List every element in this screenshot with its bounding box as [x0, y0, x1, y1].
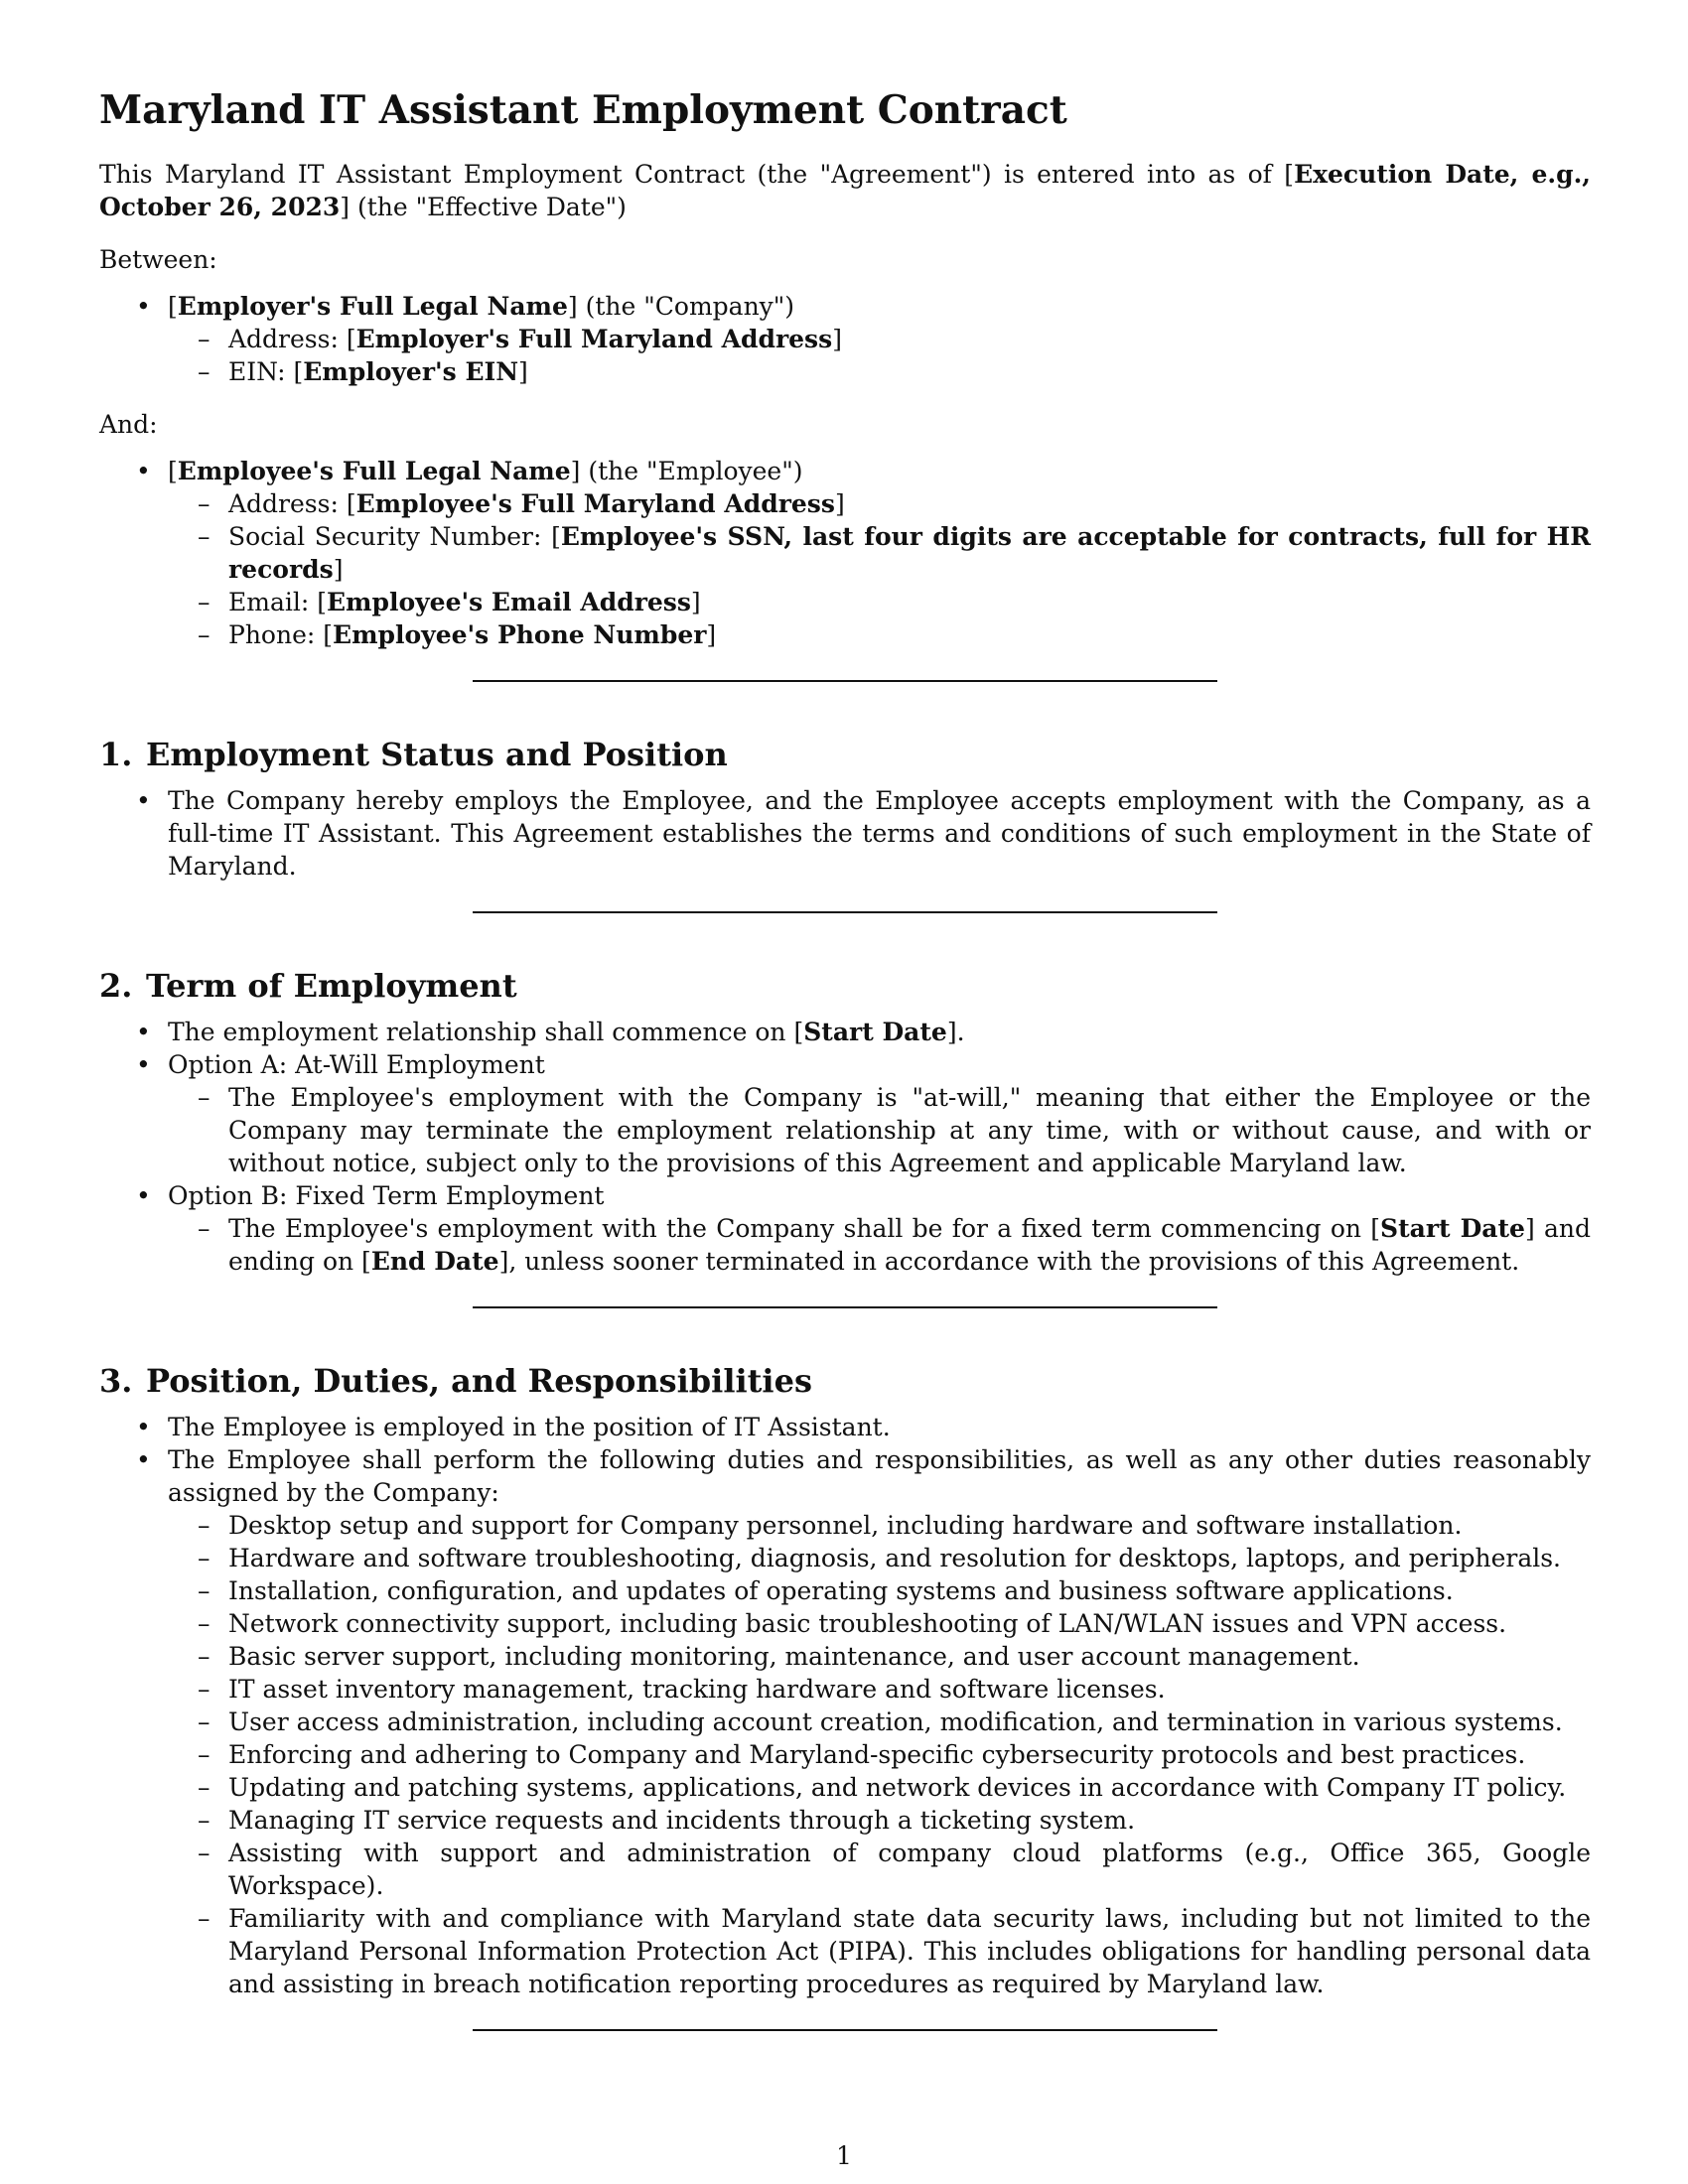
employee-phone: – Phone: [Employee's Phone Number]: [168, 618, 1591, 651]
employer-ein: – EIN: [Employer's EIN]: [168, 355, 1591, 388]
duties-item: [99, 1443, 1591, 2000]
intro-paragraph: This Maryland IT Assistant Employment Contract (the "Agreement") is entered into as of [Execution Date, e.g., October 26, 2023] (the "Effective Date"): [99, 160, 1591, 221]
employee-email-placeholder: Employee's Email Address: [327, 588, 691, 616]
option-b-text: – The Employee's employment with the Company shall be for a fixed term commencing on [Start Date] and ending on [End Date], unless sooner terminated in accordance with the provisions of this Agreement.: [168, 1212, 1591, 1278]
employee-name-suffix: (the "Employee"): [580, 457, 803, 485]
employee-list: [99, 455, 1591, 651]
duty-item: – IT asset inventory management, tracking hardware and software licenses.: [168, 1673, 1591, 1706]
duties-intro: The Employee shall perform the following duties and responsibilities, as well as any other duties reasonably assigned by the Company:: [168, 1445, 1591, 1507]
document-title: Maryland IT Assistant Employment Contract: [99, 87, 1067, 133]
option-b-details: [99, 1212, 1591, 1278]
employer-ein-label: EIN:: [228, 357, 294, 386]
duty-item: – Updating and patching systems, applications, and network devices in accordance with Company IT policy.: [168, 1771, 1591, 1804]
duty-item: – Enforcing and adhering to Company and Maryland-specific cybersecurity protocols and best practices.: [168, 1738, 1591, 1771]
employer-ein-placeholder: Employer's EIN: [303, 357, 519, 386]
employee-details: [99, 487, 1591, 651]
duty-item: – Hardware and software troubleshooting, diagnosis, and resolution for desktops, laptops, and peripherals.: [168, 1542, 1591, 1574]
employee-phone-label: Phone:: [228, 620, 324, 649]
option-b-text-end: , unless sooner terminated in accordance with the provisions of this Agreement.: [508, 1247, 1520, 1276]
employee-email: – Email: [Employee's Email Address]: [168, 586, 1591, 618]
employee-email-label: Email:: [228, 588, 318, 616]
option-a-text: – The Employee's employment with the Company is "at-will," meaning that either the Employee or the Company may terminate the employment relationship at any time, with or without cause, and with or without notice, subject only to the provisions of this Agreement and applicable Maryland law.: [168, 1081, 1591, 1179]
option-a-details: [99, 1081, 1591, 1179]
employee-item: • [Employee's Full Legal Name] (the "Employee") – Address: [Employee's Full Maryland Address] – Social Security Number: [Employee's SSN, last four digits are acceptable for contracts, full for HR records] – Email: [Employee's Email Address] – Phone: [Employee's Phone Number]: [99, 455, 1591, 651]
section-1-number: 1.: [99, 736, 133, 773]
between-label: Between:: [99, 245, 217, 274]
duty-item: – Desktop setup and support for Company personnel, including hardware and software installation.: [168, 1509, 1591, 1542]
section-divider: [473, 2029, 1217, 2031]
commencement-tail: .: [956, 1018, 965, 1046]
employer-name-placeholder: Employer's Full Legal Name: [177, 292, 568, 321]
employee-address-placeholder: Employee's Full Maryland Address: [355, 489, 835, 518]
employer-address-label: Address:: [228, 325, 347, 353]
employee-ssn: – Social Security Number: [Employee's SSN, last four digits are acceptable for contracts, full for HR records]: [168, 520, 1591, 586]
section-2-heading: [99, 964, 1591, 1008]
duties-list: [99, 1509, 1591, 2000]
employee-address-label: Address:: [228, 489, 347, 518]
document-body: [99, 83, 1591, 2031]
duty-item: – User access administration, including account creation, modification, and termination in various systems.: [168, 1706, 1591, 1738]
employer-details: [99, 323, 1591, 388]
option-b-start-placeholder: Start Date: [1380, 1214, 1525, 1243]
end-date-placeholder: End Date: [370, 1247, 499, 1276]
duty-item: – Assisting with support and administration of company cloud platforms (e.g., Office 365, Google Workspace).: [168, 1837, 1591, 1902]
section-3-number: 3.: [99, 1362, 133, 1400]
duty-item: – Managing IT service requests and incidents through a ticketing system.: [168, 1804, 1591, 1837]
commencement-item: • The employment relationship shall commence on [Start Date].: [99, 1016, 1591, 1048]
employer-address-placeholder: Employer's Full Maryland Address: [355, 325, 833, 353]
commencement-text: The employment relationship shall commence on: [168, 1018, 794, 1046]
page-number: 1: [836, 2141, 852, 2170]
option-b-text-start: The Employee's employment with the Company shall be for a fixed term commencing on: [228, 1214, 1371, 1243]
intro-text: This Maryland IT Assistant Employment Contract (the "Agreement") is entered into as of: [99, 160, 1285, 189]
employee-phone-placeholder: Employee's Phone Number: [333, 620, 707, 649]
duty-item: – Network connectivity support, including basic troubleshooting of LAN/WLAN issues and VPN access.: [168, 1607, 1591, 1640]
employee-name-placeholder: Employee's Full Legal Name: [177, 457, 571, 485]
and-label: And:: [99, 410, 158, 439]
duty-item: – Familiarity with and compliance with Maryland state data security laws, including but not limited to the Maryland Personal Information Protection Act (PIPA). This includes obligations for handling personal data and assisting in breach notification reporting procedures as required by Maryland law.: [168, 1902, 1591, 2000]
duty-item: – Installation, configuration, and updates of operating systems and business software applications.: [168, 1574, 1591, 1607]
section-1-item: • The Company hereby employs the Employee, and the Employee accepts employment with the Company, as a full-time IT Assistant. This Agreement establishes the terms and conditions of such employment in the State of Maryland.: [99, 784, 1591, 883]
section-3-list: [99, 1411, 1591, 2000]
execution-date-placeholder: Execution Date, e.g., October 26, 2023: [99, 160, 1591, 221]
section-1-heading: [99, 733, 1591, 776]
section-3-title: Position, Duties, and Responsibilities: [146, 1362, 812, 1400]
employee-ssn-placeholder: Employee's SSN, last four digits are acceptable for contracts, full for HR records: [228, 522, 1591, 584]
option-a-item: [99, 1048, 1591, 1179]
option-a-label: Option A: At-Will Employment: [168, 1050, 545, 1079]
section-2-number: 2.: [99, 967, 133, 1005]
section-2-title: Term of Employment: [146, 967, 517, 1005]
start-date-placeholder: Start Date: [803, 1018, 947, 1046]
section-1-list: [99, 784, 1591, 883]
section-3-heading: [99, 1359, 1591, 1403]
option-b-label: Option B: Fixed Term Employment: [168, 1181, 605, 1210]
section-2-list: [99, 1016, 1591, 1278]
employer-name-suffix: (the "Company"): [577, 292, 795, 321]
employee-address: – Address: [Employee's Full Maryland Address]: [168, 487, 1591, 520]
option-b-item: [99, 1179, 1591, 1278]
employer-item: • [Employer's Full Legal Name] (the "Company") – Address: [Employer's Full Maryland Address] – EIN: [Employer's EIN]: [99, 290, 1591, 388]
section-1-title: Employment Status and Position: [146, 736, 728, 773]
employer-address: – Address: [Employer's Full Maryland Address]: [168, 323, 1591, 355]
duty-item: – Basic server support, including monitoring, maintenance, and user account management.: [168, 1640, 1591, 1673]
option-b-text-middle: and ending on: [228, 1214, 1591, 1276]
position-item: • The Employee is employed in the position of IT Assistant.: [99, 1411, 1591, 1443]
employee-ssn-label: Social Security Number:: [228, 522, 552, 551]
employer-list: [99, 290, 1591, 388]
intro-text-tail: (the "Effective Date"): [350, 193, 627, 221]
